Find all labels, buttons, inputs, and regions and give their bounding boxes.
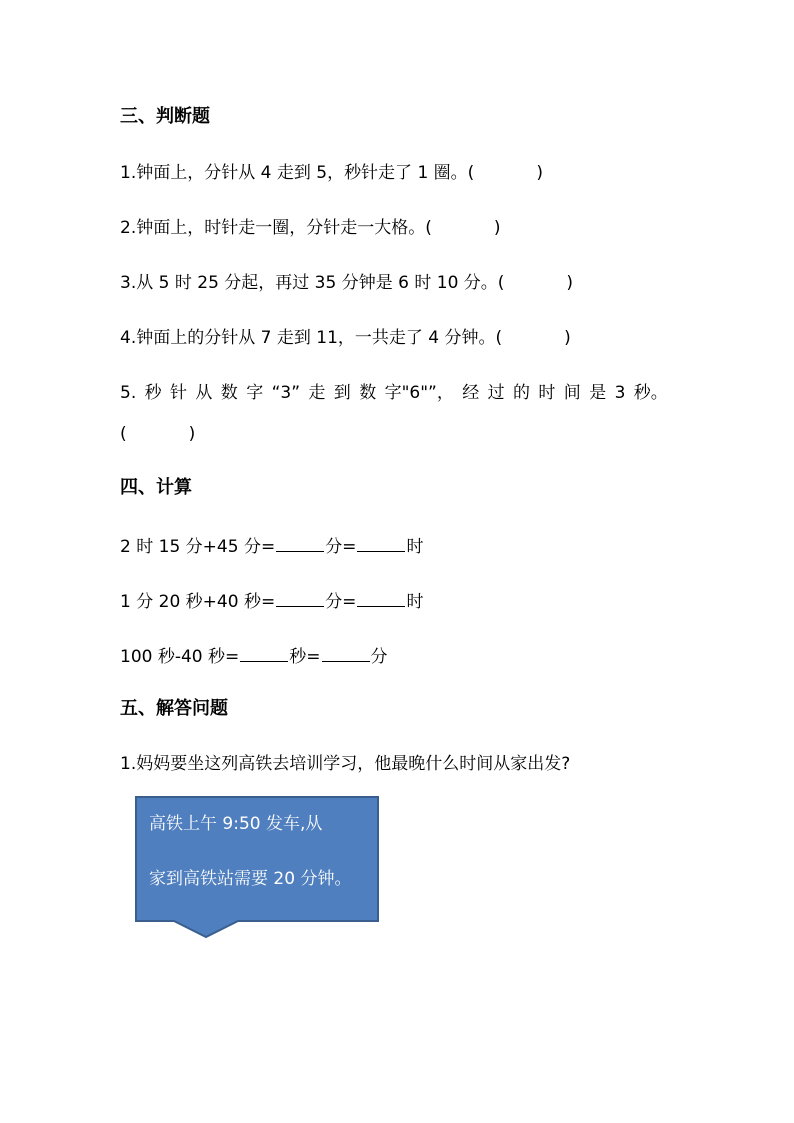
item5-part: 数 [359,383,377,403]
calc-unit: 秒= [289,647,321,667]
section5-title: 五、解答问题 [120,698,228,719]
fill-blank[interactable] [240,643,288,662]
judge-item-2 [120,217,501,239]
calc-row-1 [120,533,423,558]
judge-item-text: 2.钟面上，时针走一圈，分针走一大格。( [120,218,432,238]
speech-callout [134,795,380,941]
calc-row-3 [120,643,388,668]
item5-part: 秒 [144,383,162,403]
calc-unit: 分= [325,537,357,557]
judge-open-paren: ( [120,424,127,444]
judge-close-paren: ) [564,328,571,348]
judge-item-1 [120,162,543,184]
fill-blank[interactable] [357,533,405,552]
item5-part: 到 [333,383,351,403]
callout-line-1: 高铁上午 9:50 发车,从 [149,814,323,834]
judge-close-paren: ) [566,273,574,293]
item5-part: 的 [513,383,531,403]
judge-close-paren: ) [188,424,196,444]
section4-title: 四、计算 [120,477,192,498]
item5-part: 数 [220,383,238,403]
fill-blank[interactable] [276,588,324,607]
item5-part: 是 [589,383,607,403]
item5-part: 间 [563,383,581,403]
word-problem-question: 1.妈妈要坐这列高铁去培训学习，他最晚什么时间从家出发? [120,754,571,774]
item5-part: 从 [195,383,213,403]
judge-close-paren: ) [493,218,501,238]
calc-unit: 分= [325,592,357,612]
calc-expression: 1 分 20 秒+40 秒= [120,592,276,612]
fill-blank[interactable] [322,643,370,662]
judge-item-5-answer [120,423,195,445]
calc-unit: 分 [370,647,388,667]
judge-item-4 [120,327,571,349]
judge-close-paren: ) [536,163,543,183]
fill-blank[interactable] [357,588,405,607]
item5-part: 字 [246,383,264,403]
calc-unit: 时 [406,537,424,557]
judge-item-text: 3.从 5 时 25 分起，再过 35 分钟是 6 时 10 分。( [120,273,505,293]
item5-part: 经 [462,383,480,403]
judge-item-text: 1.钟面上，分针从 4 走到 5，秒针走了 1 圈。( [120,163,475,183]
item5-part: 针 [170,383,188,403]
judge-item-5 [120,382,668,404]
item5-part: 过 [487,383,505,403]
item5-part: 走 [308,383,326,403]
item5-part: 秒。 [633,383,668,403]
calc-expression: 100 秒-40 秒= [120,647,240,667]
calc-expression: 2 时 15 分+45 分= [120,537,276,557]
section3-title: 三、判断题 [120,106,210,127]
item5-part: 时 [538,383,556,403]
item5-part: 3 [614,383,626,403]
calc-row-2 [120,588,423,613]
fill-blank[interactable] [276,533,324,552]
judge-item-text: 4.钟面上的分针从 7 走到 11，一共走了 4 分钟。( [120,328,503,348]
item5-part: 字"6"”， [384,383,454,403]
callout-line-2: 家到高铁站需要 20 分钟。 [149,869,352,889]
judge-item-3 [120,272,573,294]
calc-unit: 时 [406,592,424,612]
item5-part: 5. [120,383,137,403]
item5-part: “3” [271,383,301,403]
